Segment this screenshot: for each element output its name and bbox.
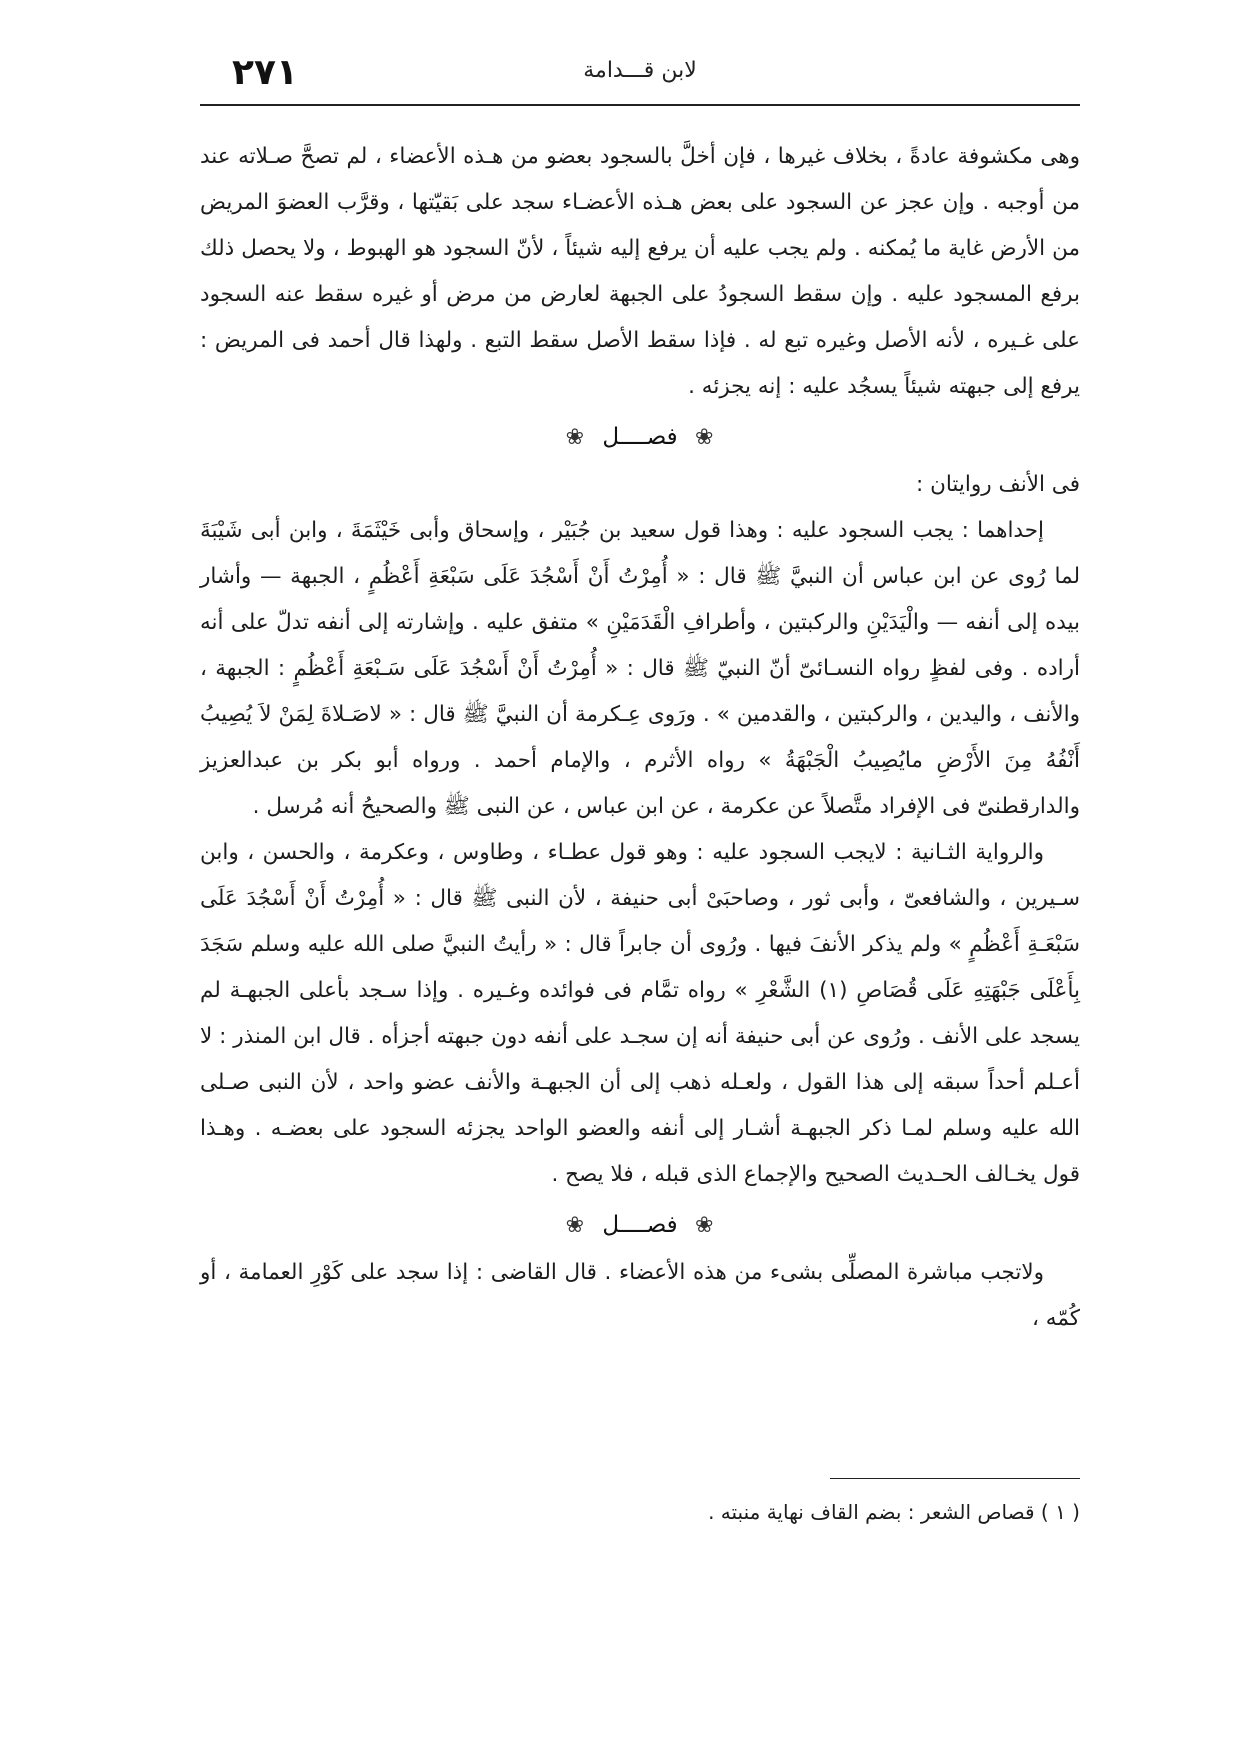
footnote: ( ١ ) قصاص الشعر : بضم القاف نهاية منبته . xyxy=(708,1500,1080,1524)
section-heading-1 xyxy=(200,414,1080,460)
header-rule xyxy=(200,104,1080,106)
footnote-rule xyxy=(830,1478,1080,1479)
paragraph-first-narration: إحداهما : يجب السجود عليه : وهذا قول سعيد بن جُبَيْر ، وإسحاق وأبى خَيْثَمَةَ ، وابن أبى شَيْبَةَ لما رُوى عن ابن عباس أن النبيَّ ﷺ قال : « أُمِرْتُ أَنْ أَسْجُدَ عَلَى سَبْعَةِ أَعْظُمٍ ، الجبهة — وأشار بيده إلى أنفه — والْيَدَيْنِ والركبتين ، وأطرافِ الْقَدَمَيْنِ » متفق عليه . وإشارته إلى أنفه تدلّ على أنه أراده . وفى لفظٍ رواه النسـائىّ أنّ النبيّ ﷺ قال : « أُمِرْتُ أَنْ أَسْجُدَ عَلَى سَـبْعَةِ أَعْظُمٍ : الجبهة ، والأنف ، واليدين ، والركبتين ، والقدمين » . ورَوى عِـكرمة أن النبيَّ ﷺ قال : « لاصَـلاةَ لِمَنْ لاَ يُصِيبُ أَنْفُهُ مِنَ الأَرْضِ مايُصِيبُ الْجَبْهَةُ » رواه الأثرم ، والإمام أحمد . ورواه أبو بكر بن عبدالعزيز والدارقطنىّ فى الإفراد متَّصلاً عن عكرمة ، عن ابن عباس ، عن النبى ﷺ والصحيحُ أنه مُرسل . xyxy=(200,518,1080,819)
section-intro: فى الأنف روايتان : xyxy=(916,472,1080,497)
paragraph-second-narration: والرواية الثـانية : لايجب السجود عليه : وهو قول عطـاء ، وطاوس ، وعكرمة ، والحسن ، وابن سـيرين ، والشافعىّ ، وأبى ثور ، وصاحبَىْ أبى حنيفة ، لأن النبى ﷺ قال : « أُمِرْتُ أَنْ أَسْجُدَ عَلَى سَبْعَـةِ أَعْظُمٍ » ولم يذكر الأنفَ فيها . ورُوى أن جابراً قال : « رأيتُ النبيَّ صلى الله عليه وسلم سَجَدَ بِأَعْلَى جَبْهَتِهِ عَلَى قُصَاصِ (١) الشَّعْرِ » رواه تمَّام فى فوائده وغـيره . وإذا سـجد بأعلى الجبهـة لم يسجد على الأنف . ورُوى عن أبى حنيفة أنه إن سجـد على أنفه دون جبهته أجزأه . قال ابن المنذر : لا أعـلم أحداً سبقه إلى هذا القول ، ولعـله ذهب إلى أن الجبهـة والأنف عضو واحد ، لأن النبى صـلى الله عليه وسلم لمـا ذكر الجبهـة أشـار إلى أنفه والعضو الواحد يجزئه السجود على بعضـه . وهـذا قول يخـالف الحـديث الصحيح والإجماع الذى قبله ، فلا يصح . xyxy=(200,840,1080,1187)
section-heading-label: فصــــل xyxy=(602,1212,678,1238)
section-heading-2 xyxy=(200,1202,1080,1248)
ornament-icon: ❀ xyxy=(694,1213,715,1238)
page-number: ٢٧١ xyxy=(232,52,298,93)
section-heading-label: فصــــل xyxy=(602,424,678,450)
ornament-icon: ❀ xyxy=(565,425,586,450)
paragraph-continuation: وهى مكشوفة عادةً ، بخلاف غيرها ، فإن أخلَّ بالسجود بعضو من هـذه الأعضاء ، لم تصحَّ صـلاته عند من أوجبه . وإن عجز عن السجود على بعض هـذه الأعضـاء سجد على بَقيّتها ، وقرَّب العضوَ المريض من الأرض غاية ما يُمكنه . ولم يجب عليه أن يرفع إليه شيئاً ، لأنّ السجود هو الهبوط ، ولا يحصل ذلك برفع المسجود عليه . وإن سقط السجودُ على الجبهة لعارض من مرض أو غيره سقط عنه السجود على غـيره ، لأنه الأصل وغيره تبع له . فإذا سقط الأصل سقط التبع . ولهذا قال أحمد فى المريض : يرفع إلى جبهته شيئاً يسجُد عليه : إنه يجزئه . xyxy=(200,144,1080,399)
paragraph-section-two: ولاتجب مباشرة المصلِّى بشىء من هذه الأعضاء . قال القاضى : إذا سجد على كَوْرِ العمامة ، أو كُمّه ، xyxy=(200,1260,1080,1331)
main-text xyxy=(200,134,1080,1342)
ornament-icon: ❀ xyxy=(694,425,715,450)
ornament-icon: ❀ xyxy=(565,1213,586,1238)
running-title: لابن قـــدامة xyxy=(583,58,697,83)
page-header xyxy=(200,52,1080,108)
